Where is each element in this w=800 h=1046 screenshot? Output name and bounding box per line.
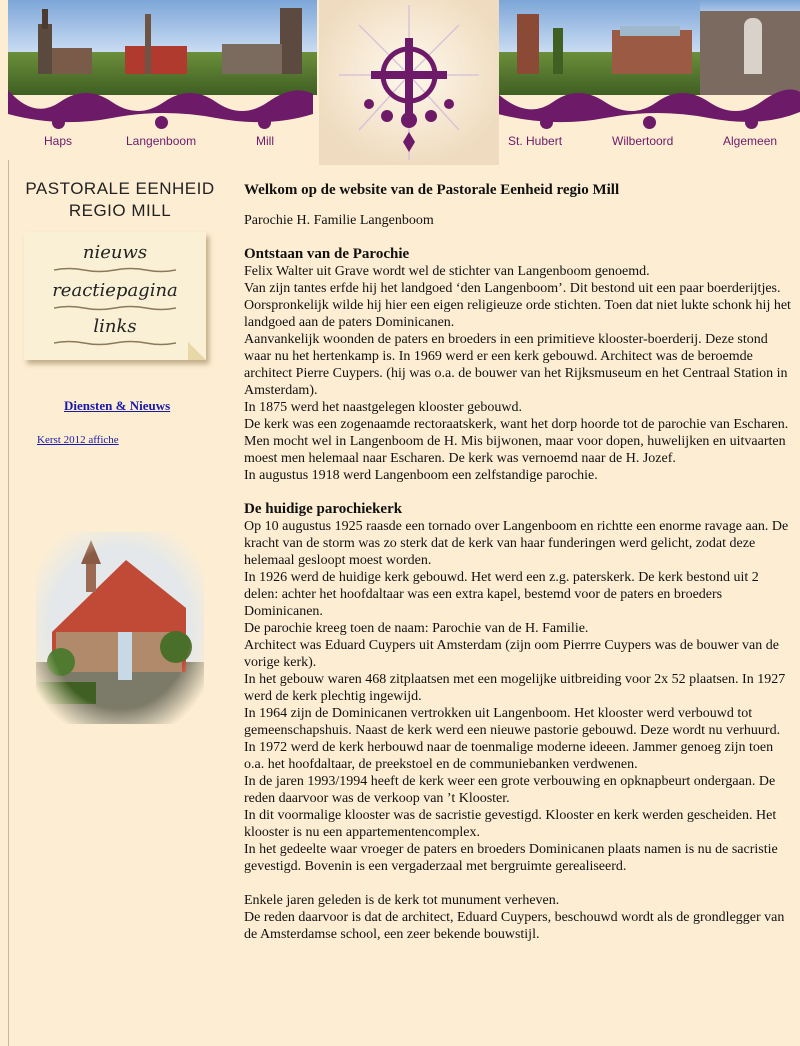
nav-link-st-hubert[interactable]: St. Hubert <box>508 134 563 148</box>
menu-item-reactiepagina[interactable]: reactiepagina <box>52 280 178 301</box>
nav-link-haps[interactable]: Haps <box>44 134 73 148</box>
nav-dot-st-hubert <box>540 116 553 129</box>
paragraph: Aanvankelijk woonden de paters en broeders in een primitieve klooster-boerderij. Deze stond waar nu het hertenkamp is. In 1969 werd er een kerk gebouwd. Architect was de beroemde architect Pierre Cuypers. (hij was o.a. de bouwer van het Rijksmuseum en het Centraal Station in Amsterdam). <box>244 332 788 398</box>
parish-name: Parochie H. Familie Langenboom <box>244 213 434 228</box>
main-content <box>244 182 794 943</box>
section-ontstaan-heading: Ontstaan van de Parochie <box>244 246 410 262</box>
paragraph: In het gebouw waren 468 zitplaatsen met een mogelijke uitbreiding voor 2x 52 plaatsen. In 1927 werd de kerk plechtig ingewijd. <box>244 672 786 704</box>
section-huidige-heading: De huidige parochiekerk <box>244 501 403 517</box>
header-banner <box>8 0 800 160</box>
paragraph: In het gedeelte waar vroeger de paters en broeders Dominicanen plaats namen is nu de sacristie gevestigd. Bovenin is een vergaderzaal met bergruimte gerealiseerd. <box>244 842 778 874</box>
paragraph: De kerk was een zogenaamde rectoraatskerk, want het dorp hoorde tot de parochie van Escharen. Men mocht wel in Langenboom de H. Mis bijwonen, maar voor dopen, huwelijken en uitvaarten moest men helemaal naar Escharen. De kerk was vernoemd naar de H. Jozef. <box>244 417 789 466</box>
kerst-affiche-link[interactable]: Kerst 2012 affiche <box>37 434 119 446</box>
menu-item-links[interactable]: links <box>93 316 137 337</box>
paragraph: In de jaren 1993/1994 heeft de kerk weer een grote verbouwing en opknapbeurt ondergaan. De reden daarvoor was de verkoop van ’t Klooster. <box>244 774 776 806</box>
menu-item-nieuws[interactable]: nieuws <box>82 242 148 263</box>
nav-dot-langenboom <box>155 116 168 129</box>
paragraph: Op 10 augustus 1925 raasde een tornado over Langenboom en richtte een enorme ravage aan. De kracht van de storm was zo sterk dat de kerk van haar funderingen werd gelicht, zodat deze helemaal gesloopt moest worden. <box>244 519 789 568</box>
paragraph: De parochie kreeg toen de naam: Parochie van de H. Familie. <box>244 621 589 636</box>
sidebar-menu-note <box>24 232 206 360</box>
nav-link-wilbertoord[interactable]: Wilbertoord <box>612 134 674 148</box>
nav-link-mill[interactable]: Mill <box>256 134 274 148</box>
divider-squiggle <box>54 305 176 311</box>
paragraph: Architect was Eduard Cuypers uit Amsterdam (zijn oom Pierrre Cuypers was de bouwer van de vorige kerk). <box>244 638 779 670</box>
nav-link-algemeen[interactable]: Algemeen <box>723 134 778 148</box>
unit-title <box>20 178 220 222</box>
nav-link-langenboom[interactable]: Langenboom <box>126 134 197 148</box>
paragraph: Van zijn tantes erfde hij het landgoed ‘den Langenboom’. Dit bestond uit een paar boerderijtjes. Oorspronkelijk wilde hij hier een eigen religieuze orde stichten. Toen dat niet lukte schonk hij het landgoed aan de paters Dominicanen. <box>244 281 791 330</box>
church-photo <box>36 532 204 724</box>
divider-squiggle <box>54 267 176 273</box>
paragraph: In 1926 werd de huidige kerk gebouwd. Het werd een z.g. paterskerk. De kerk bestond uit 2 delen: achter het hoofdaltaar was een extra kapel, bestemd voor de paters en broeders Dominicanen. <box>244 570 759 619</box>
paragraph: In 1875 werd het naastgelegen klooster gebouwd. <box>244 400 522 415</box>
paragraph: In 1972 werd de kerk herbouwd naar de toenmalige moderne ideeen. Jammer genoeg zijn toen o.a. het hoofdaltaar, de preekstoel en de communiebanken verdwenen. <box>244 740 774 772</box>
cross-emblem-logo <box>319 0 499 165</box>
nav-dot-algemeen <box>745 116 758 129</box>
divider-squiggle <box>54 340 176 346</box>
page-curl <box>188 342 206 360</box>
paragraph: In 1964 zijn de Dominicanen vertrokken uit Langenboom. Het klooster werd verbouwd tot gemeenschapshuis. Naast de kerk werd een nieuwe pastorie gebouwd. Deze wordt nu verhuurd. <box>244 706 781 738</box>
paragraph: De reden daarvoor is dat de architect, Eduard Cuypers, beschouwd wordt als de grondlegger van de Amsterdamse school, een zeer bekende bouwstijl. <box>244 910 785 942</box>
nav-dot-wilbertoord <box>643 116 656 129</box>
paragraph: In augustus 1918 werd Langenboom een zelfstandige parochie. <box>244 468 598 483</box>
welcome-heading: Welkom op de website van de Pastorale Eenheid regio Mill <box>244 182 620 198</box>
paragraph: Enkele jaren geleden is de kerk tot munument verheven. <box>244 893 560 908</box>
nav-dot-mill <box>258 116 271 129</box>
paragraph: Felix Walter uit Grave wordt wel de stichter van Langenboom genoemd. <box>244 264 650 279</box>
diensten-nieuws-link[interactable]: Diensten & Nieuws <box>64 398 171 413</box>
nav-dot-haps <box>52 116 65 129</box>
paragraph: In dit voormalige klooster was de sacristie gevestigd. Klooster en kerk werden gescheiden. Het klooster is nu een appartementencomplex. <box>244 808 777 840</box>
unit-title-line-2: REGIO MILL <box>68 201 172 220</box>
unit-title-line-1: PASTORALE EENHEID <box>25 179 215 198</box>
